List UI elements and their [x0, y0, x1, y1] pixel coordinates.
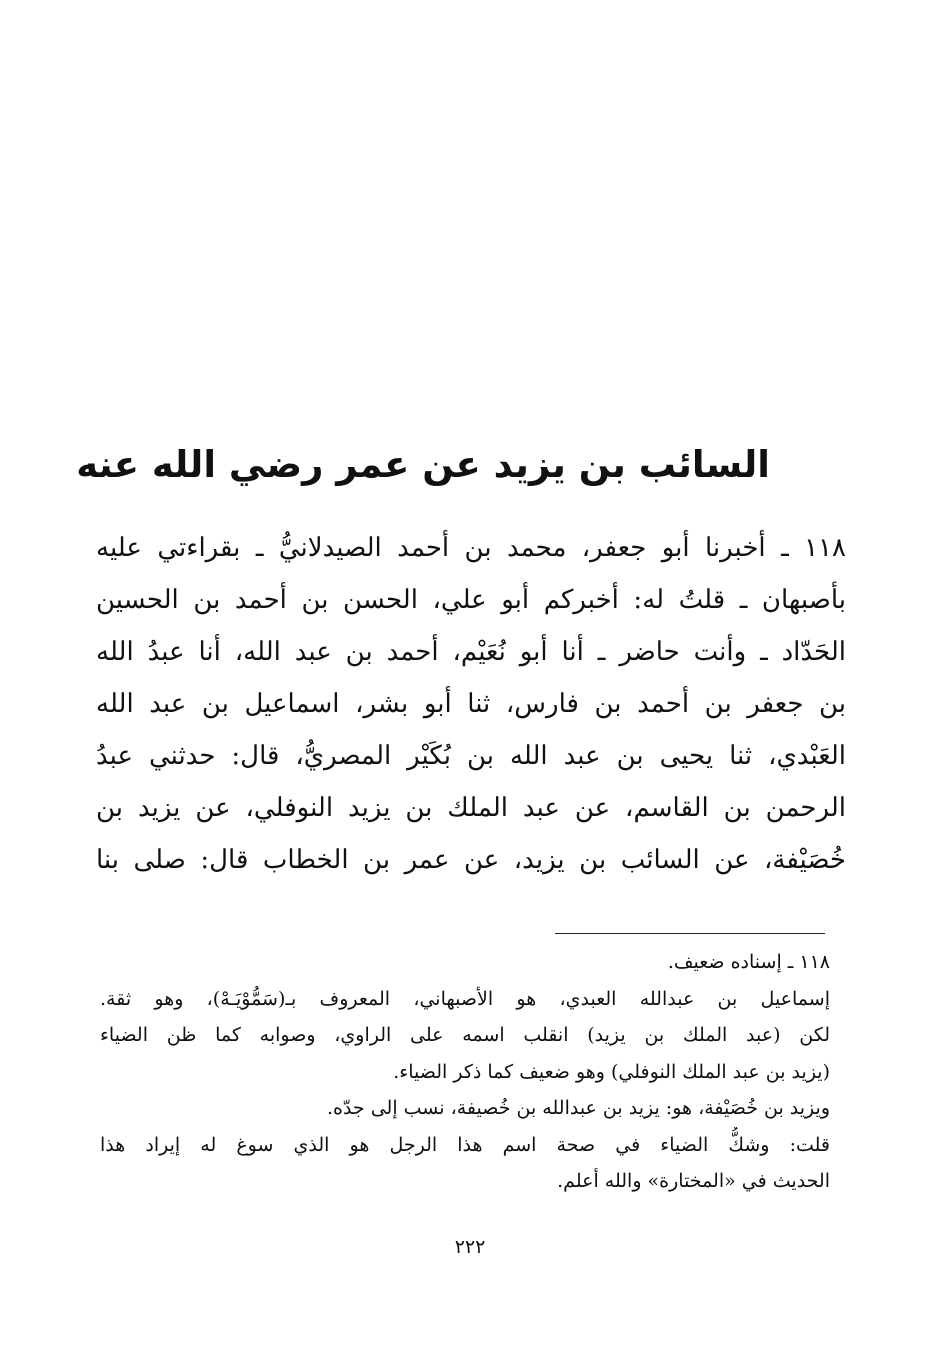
footnote-line: ويزيد بن خُصَيْفة، هو: يزيد بن عبدالله بن خُصيفة، نسب إلى جدّه. — [326, 1097, 830, 1119]
footnote-line: (يزيد بن عبد الملك النوفلي) وهو ضعيف كما ذكر الضياء. — [393, 1060, 830, 1083]
footnotes — [100, 944, 830, 1200]
text-line: بأصبهان ـ قلتُ له: أخبركم أبو علي، الحسن بن أحمد بن الحسين — [96, 585, 846, 615]
chapter-title: السائب بن يزيد عن عمر رضي الله عنه — [76, 443, 770, 486]
page-number: ٢٢٢ — [454, 1236, 486, 1258]
text-line: العَبْدي، ثنا يحيى بن عبد الله بن بُكَيْر المصريُّ، قال: حدثني عبدُ — [96, 741, 846, 771]
text-line: خُصَيْفة، عن السائب بن يزيد، عن عمر بن الخطاب قال: صلى بنا — [96, 845, 846, 875]
text-line: ١١٨ ـ أخبرنا أبو جعفر، محمد بن أحمد الصيدلانيُّ ـ بقراءتي عليه — [96, 533, 846, 563]
footnote-line: إسماعيل بن عبدالله العبدي، هو الأصبهاني، المعروف بـ(سَمُّوْيَـهْ)، وهو ثقة. — [100, 987, 830, 1010]
footnote-line: لكن (عبد الملك بن يزيد) انقلب اسمه على الراوي، وصوابه كما ظن الضياء — [100, 1024, 830, 1046]
text-line: بن جعفر بن أحمد بن فارس، ثنا أبو بشر، اسماعيل بن عبد الله — [96, 689, 846, 719]
footnote-line: الحديث في «المختارة» والله أعلم. — [557, 1170, 830, 1192]
hadith-text — [96, 522, 846, 886]
footnote-separator — [555, 933, 825, 934]
text-line: الرحمن بن القاسم، عن عبد الملك بن يزيد النوفلي، عن يزيد بن — [96, 793, 846, 823]
text-line: الحَدّاد ـ وأنت حاضر ـ أنا أبو نُعَيْم، أحمد بن عبد الله، أنا عبدُ الله — [96, 637, 846, 667]
footnote-line: قلت: وشكُّ الضياء في صحة اسم هذا الرجل هو الذي سوغ له إيراد هذا — [100, 1133, 830, 1156]
footnote-line: ١١٨ ـ إسناده ضعيف. — [667, 951, 830, 973]
